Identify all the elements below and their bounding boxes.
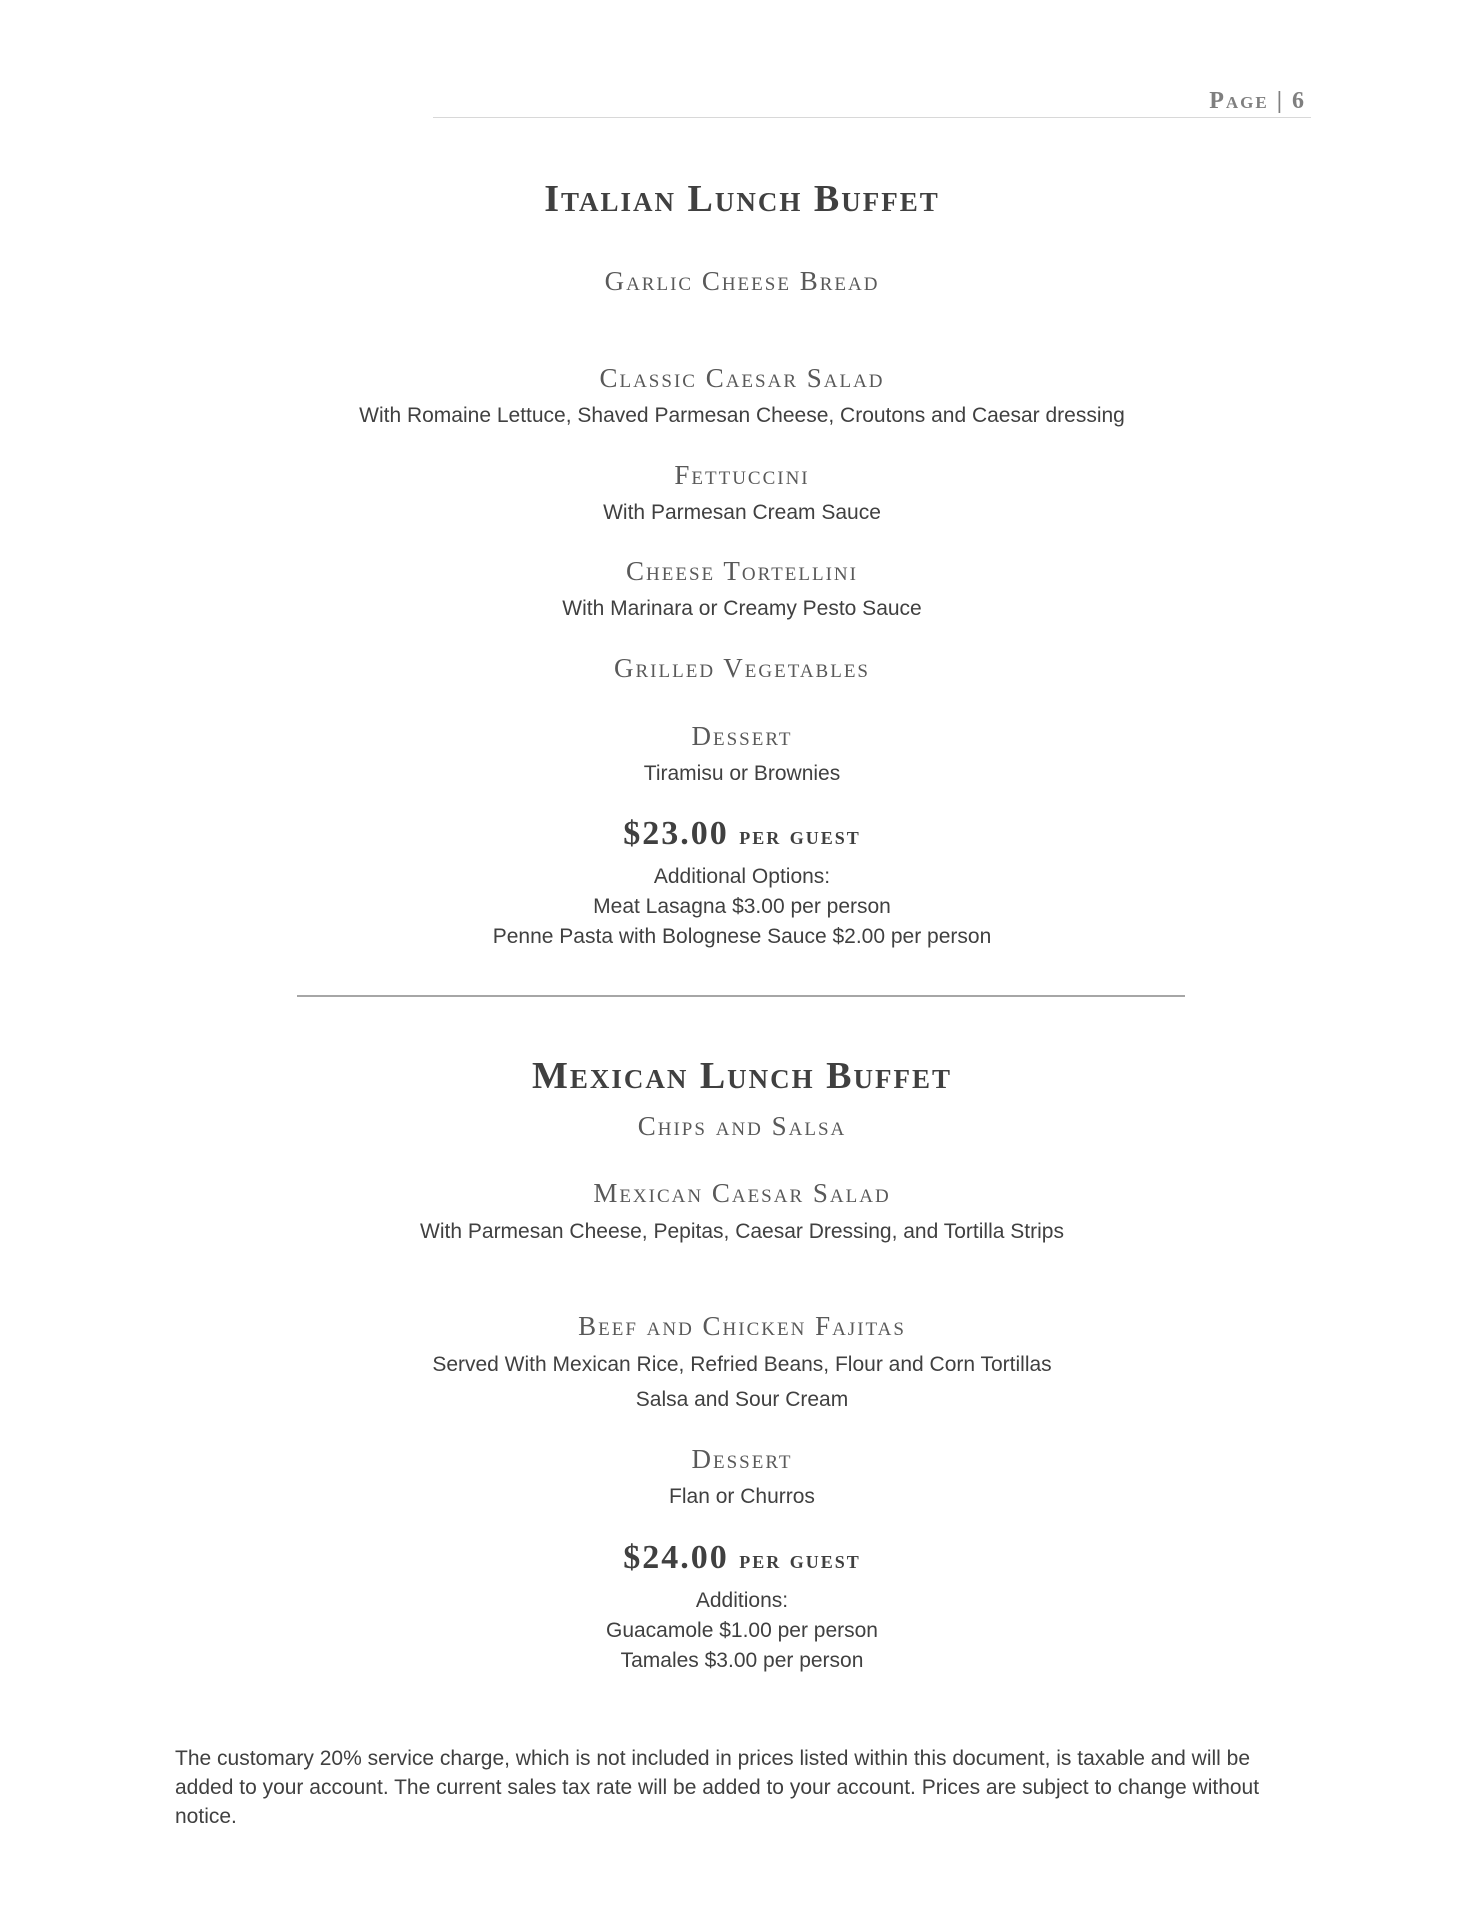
mexican-price: [0, 1541, 1484, 1575]
mexican-title: Mexican Lunch Buffet: [531, 1055, 953, 1097]
mexican-item-chips-salsa: Chips and Salsa: [637, 1111, 847, 1141]
italian-item-fettuccini: Fettuccini: [674, 460, 810, 490]
italian-item-tortellini-desc: With Marinara or Creamy Pesto Sauce: [562, 597, 922, 620]
italian-item-tortellini: Cheese Tortellini: [626, 556, 858, 586]
mexican-item-fajitas: Beef and Chicken Fajitas: [578, 1311, 906, 1341]
italian-item-caesar-salad: Classic Caesar Salad: [599, 363, 885, 393]
italian-item-dessert: Dessert: [691, 721, 793, 751]
mexican-extras-heading: Additions:: [695, 1589, 789, 1612]
italian-price-amount: $23.00: [623, 815, 729, 852]
mexican-item-fajitas-desc-2: Salsa and Sour Cream: [635, 1388, 849, 1411]
italian-price: [0, 817, 1484, 851]
italian-item-grilled-vegetables: Grilled Vegetables: [614, 653, 870, 683]
italian-item-dessert-desc: Tiramisu or Brownies: [643, 762, 841, 785]
mexican-price-amount: $24.00: [623, 1539, 729, 1576]
italian-item-fettuccini-desc: With Parmesan Cream Sauce: [603, 501, 881, 524]
italian-price-unit: per guest: [739, 821, 861, 850]
italian-title: Italian Lunch Buffet: [544, 178, 940, 220]
italian-item-caesar-salad-desc: With Romaine Lettuce, Shaved Parmesan Cheese, Croutons and Caesar dressing: [359, 404, 1125, 427]
italian-item-garlic-bread: Garlic Cheese Bread: [604, 266, 880, 296]
section-divider: [297, 995, 1185, 997]
mexican-item-fajitas-desc: Served With Mexican Rice, Refried Beans, Flour and Corn Tortillas: [432, 1353, 1052, 1376]
mexican-price-unit: per guest: [739, 1545, 861, 1574]
mexican-extra-item: Guacamole $1.00 per person: [605, 1619, 878, 1642]
mexican-item-dessert: Dessert: [691, 1444, 793, 1474]
italian-extras-heading: Additional Options:: [653, 865, 831, 888]
header-rule: [433, 117, 1311, 118]
mexican-item-dessert-desc: Flan or Churros: [669, 1485, 815, 1508]
italian-extra-item: Meat Lasagna $3.00 per person: [593, 895, 891, 918]
mexican-item-caesar-salad: Mexican Caesar Salad: [593, 1178, 891, 1208]
page-number: Page | 6: [1209, 88, 1306, 114]
footer-note: The customary 20% service charge, which is not included in prices listed within this document, is taxable and will be added to your account. The current sales tax rate will be added to your account. Prices are subject to change without notice.: [175, 1747, 1260, 1828]
mexican-extra-item: Tamales $3.00 per person: [620, 1649, 864, 1672]
italian-extra-item: Penne Pasta with Bolognese Sauce $2.00 per person: [492, 925, 992, 948]
mexican-item-caesar-salad-desc: With Parmesan Cheese, Pepitas, Caesar Dressing, and Tortilla Strips: [420, 1220, 1064, 1243]
